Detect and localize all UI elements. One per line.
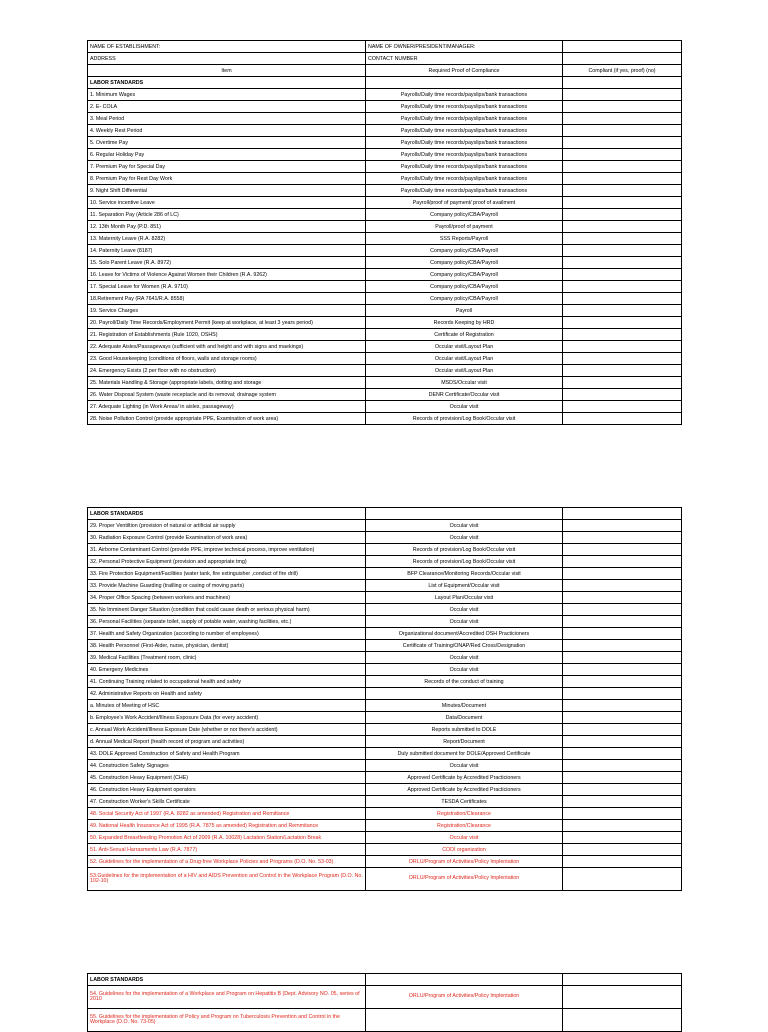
compliance-table-page-1 — [87, 40, 682, 425]
table-row — [88, 580, 682, 592]
proof-cell: Records of provision/Log Book/Occular visit — [366, 413, 563, 425]
proof-cell: MSDS/Occular visit — [366, 377, 563, 389]
proof-cell: Occular visit — [366, 520, 563, 532]
item-cell: 43. DOLE Approved Construction of Safety and Health Program — [88, 748, 366, 760]
proof-cell: Certificate of Registration — [366, 329, 563, 341]
compliant-cell[interactable] — [563, 233, 682, 245]
proof-cell: Occular visit — [366, 604, 563, 616]
table-row — [88, 245, 682, 257]
compliant-cell[interactable] — [563, 724, 682, 736]
item-cell: 31. Airborne Contaminant Control (provide PPE, improve technical process, improve ventilation) — [88, 544, 366, 556]
proof-cell: Reports submitted to DOLE — [366, 724, 563, 736]
header-row-address — [88, 53, 682, 65]
proof-cell — [366, 1009, 563, 1032]
table-row — [88, 532, 682, 544]
proof-cell: Occular visit — [366, 832, 563, 844]
compliant-cell[interactable] — [563, 616, 682, 628]
proof-cell: Certificate of Training/ONAP/Red Cross/Designation — [366, 640, 563, 652]
compliant-cell[interactable] — [563, 329, 682, 341]
table-row — [88, 101, 682, 113]
item-cell: 38. Health Personnel (First-Aider, nurse, physician, dentist) — [88, 640, 366, 652]
item-cell: 42. Administrative Reports on Health and safety — [88, 688, 366, 700]
compliant-cell[interactable] — [563, 281, 682, 293]
table-row — [88, 161, 682, 173]
proof-cell: Company policy/CBA/Payroll — [366, 293, 563, 305]
table-row — [88, 209, 682, 221]
proof-cell: Payrolls/Daily time records/payslips/bank transactions — [366, 125, 563, 137]
compliant-cell[interactable] — [563, 137, 682, 149]
proof-cell: Occular visit — [366, 532, 563, 544]
compliant-cell[interactable] — [563, 389, 682, 401]
address-label: ADDRESS — [88, 53, 366, 65]
compliant-cell[interactable] — [563, 209, 682, 221]
compliant-cell[interactable] — [563, 736, 682, 748]
proof-cell: Registration/Clearance — [366, 820, 563, 832]
item-cell: 34. Proper Office Spacing (between workers and machines) — [88, 592, 366, 604]
table-row — [88, 820, 682, 832]
compliant-cell[interactable] — [563, 353, 682, 365]
proof-cell — [366, 688, 563, 700]
table-row — [88, 712, 682, 724]
item-cell: 44. Construction Safety Signages — [88, 760, 366, 772]
table-row — [88, 137, 682, 149]
table-row — [88, 197, 682, 209]
proof-cell: Occular visit/Layout Plan — [366, 365, 563, 377]
item-cell: 26. Water Disposal System (waste receptacle and its removal; drainage system — [88, 389, 366, 401]
empty-cell — [366, 77, 563, 89]
table-row — [88, 341, 682, 353]
proof-cell: Payrolls/Daily time records/payslips/bank transactions — [366, 137, 563, 149]
compliant-cell[interactable] — [563, 688, 682, 700]
proof-cell: ORLU/Program of Activities/Policy Implentation — [366, 868, 563, 891]
item-cell: 8. Premium Pay for Rest Day Work — [88, 173, 366, 185]
item-cell: 23. Good Housekeeping (conditions of floors, walls and storage rooms) — [88, 353, 366, 365]
proof-cell: Payrolls/Daily time records/payslips/bank transactions — [366, 89, 563, 101]
item-cell: d. Annual Medical Report (health record of program and activities) — [88, 736, 366, 748]
item-cell: 51. Anti-Sexual Harrasments Law (R.A. 7877) — [88, 844, 366, 856]
item-cell: 37. Health and Safety Organization (according to number of employees) — [88, 628, 366, 640]
table-row — [88, 748, 682, 760]
item-cell: 48. Social Security Act of 1997 (R.A. 8282 as amended) Registration and Remittance — [88, 808, 366, 820]
compliant-cell[interactable] — [563, 592, 682, 604]
item-cell: 45. Construction Heavy Equipment (CHE) — [88, 772, 366, 784]
compliant-cell[interactable] — [563, 101, 682, 113]
item-cell: 28. Noise Pollution Control (provide appropriate PPE, Examination of work area) — [88, 413, 366, 425]
table-row — [88, 796, 682, 808]
table-row — [88, 389, 682, 401]
table-row — [88, 592, 682, 604]
column-header-row — [88, 65, 682, 77]
item-cell: 36. Personal Facilities (separate toilet, supply of potable water, washing facilities, etc.) — [88, 616, 366, 628]
table-row — [88, 221, 682, 233]
item-cell: 27. Adequate Lighting (in Work Areas/ in aisles, passageway) — [88, 401, 366, 413]
compliant-cell[interactable] — [563, 604, 682, 616]
proof-cell: Approved Certificate by Accredited Practicioners — [366, 784, 563, 796]
table-row — [88, 413, 682, 425]
table-row — [88, 868, 682, 891]
compliant-cell[interactable] — [563, 161, 682, 173]
item-cell: 41. Continuing Training related to occupational health and safety — [88, 676, 366, 688]
table-row — [88, 844, 682, 856]
compliant-cell[interactable] — [563, 125, 682, 137]
empty-cell — [366, 508, 563, 520]
table-row — [88, 652, 682, 664]
item-cell: 18.Retirement Pay (RA 7641/R.A. 8558) — [88, 293, 366, 305]
compliant-cell[interactable] — [563, 628, 682, 640]
empty-cell — [563, 508, 682, 520]
proof-cell: Organizational document/Accredited OSH Practicioners — [366, 628, 563, 640]
compliant-cell[interactable] — [563, 784, 682, 796]
compliant-cell[interactable] — [563, 365, 682, 377]
compliant-cell[interactable] — [563, 748, 682, 760]
table-row — [88, 544, 682, 556]
item-cell: 29. Proper Ventiltion (provision of natural or artificial air supply — [88, 520, 366, 532]
item-cell: 12. 13th Month Pay (P.D. 851) — [88, 221, 366, 233]
item-cell: 14. Paternity Leave (8187) — [88, 245, 366, 257]
table-row — [88, 604, 682, 616]
section-title: LABOR STANDARDS — [88, 508, 366, 520]
table-row — [88, 628, 682, 640]
compliant-cell[interactable] — [563, 856, 682, 868]
item-cell: c. Annual Work Accident/Illness Exposure Date (whether or nor there's accident) — [88, 724, 366, 736]
item-cell: 5. Overtime Pay — [88, 137, 366, 149]
owner-label: NAME OF OWNER/PRESIDENT/MANAGER: — [366, 41, 563, 53]
compliance-table-page-2 — [87, 507, 682, 891]
item-cell: b. Employee's Work Accident/Illness Exposure Data (for every accident) — [88, 712, 366, 724]
compliant-cell[interactable] — [563, 401, 682, 413]
compliant-cell[interactable] — [563, 305, 682, 317]
proof-cell: List of Equipment/Occular visit — [366, 580, 563, 592]
proof-cell: Records of provision/Log Book/Occular visit — [366, 544, 563, 556]
table-row — [88, 185, 682, 197]
proof-cell: DENR Certificate/Occular visit — [366, 389, 563, 401]
compliance-table-page-3 — [87, 973, 682, 1032]
table-row — [88, 317, 682, 329]
item-cell: 52. Guidelines for the implementation of a Drug-free Workplace Policies and Programs (D.O. No. 53-03) — [88, 856, 366, 868]
item-cell: 55. Guidelines for the implementation of Policy and Program on Tuberculosis Prevention and Control in the Workplace (D.O. No. 73-05) — [88, 1009, 366, 1032]
proof-cell: Payrolls/Daily time records/payslips/bank transactions — [366, 161, 563, 173]
table-row — [88, 700, 682, 712]
item-cell: 6. Regular Holiday Pay — [88, 149, 366, 161]
item-cell: 21. Registration of Establishments (Rule 1020, OSHS) — [88, 329, 366, 341]
empty-cell — [366, 974, 563, 986]
item-cell: 46. Construction Heavy Equipment operators — [88, 784, 366, 796]
proof-cell: ORLU/Program of Activities/Policy Implentation — [366, 856, 563, 868]
compliant-cell[interactable] — [563, 986, 682, 1009]
proof-cell: Payrolls/Daily time records/payslips/bank transactions — [366, 173, 563, 185]
item-cell: 17. Special Leave for Women (R.A. 9710) — [88, 281, 366, 293]
item-cell: 7. Premium Pay for Special Day — [88, 161, 366, 173]
table-row — [88, 856, 682, 868]
proof-cell: Occular visit — [366, 664, 563, 676]
col-proof-header: Required Proof of Compliance — [366, 65, 563, 77]
compliant-cell[interactable] — [563, 700, 682, 712]
proof-cell: Payrolls/Daily time records/payslips/bank transactions — [366, 113, 563, 125]
item-cell: 30. Radiation Exposure Control (provide Examination of work area) — [88, 532, 366, 544]
compliant-cell[interactable] — [563, 293, 682, 305]
item-cell: 9. Night Shift Differential — [88, 185, 366, 197]
compliant-cell[interactable] — [563, 640, 682, 652]
table-row — [88, 1009, 682, 1032]
compliant-cell[interactable] — [563, 568, 682, 580]
proof-cell: Occular visit — [366, 652, 563, 664]
contact-value-cell[interactable] — [563, 53, 682, 65]
item-cell: 20. Payroll/Daily Time Records/Employment Permit (keep at workplace, at least 3 years period) — [88, 317, 366, 329]
proof-cell: Occular visit — [366, 401, 563, 413]
compliant-cell[interactable] — [563, 1009, 682, 1032]
compliant-cell[interactable] — [563, 772, 682, 784]
proof-cell: Company policy/CBA/Payroll — [366, 281, 563, 293]
compliant-cell[interactable] — [563, 89, 682, 101]
table-row — [88, 784, 682, 796]
compliant-cell[interactable] — [563, 245, 682, 257]
proof-cell: Company policy/CBA/Payroll — [366, 269, 563, 281]
page-3 — [87, 973, 681, 1032]
proof-cell: SSS Reports/Payroll — [366, 233, 563, 245]
item-cell: 53.Guidelines for the implementation of a HIV and AIDS Prevention and Control in the Workplace Program (D.O. No. 102-10) — [88, 868, 366, 891]
table-row — [88, 986, 682, 1009]
item-cell: 33. Fire Protection Equipment/Facilities (water tank, fire extinguisher ,conduct of fire drill) — [88, 568, 366, 580]
table-row — [88, 89, 682, 101]
table-row — [88, 329, 682, 341]
section-row — [88, 974, 682, 986]
proof-cell: Registration/Clearance — [366, 808, 563, 820]
item-cell: 40. Emergeny Medicines — [88, 664, 366, 676]
item-cell: 4. Weekly Rest Period — [88, 125, 366, 137]
proof-cell: Payrolls/Daily time records/payslips/bank transactions — [366, 101, 563, 113]
table-row — [88, 293, 682, 305]
compliant-cell[interactable] — [563, 868, 682, 891]
establishment-label: NAME OF ESTABLISHMENT: — [88, 41, 366, 53]
compliant-cell[interactable] — [563, 221, 682, 233]
compliant-cell[interactable] — [563, 820, 682, 832]
compliant-cell[interactable] — [563, 580, 682, 592]
compliant-cell[interactable] — [563, 269, 682, 281]
section-row — [88, 77, 682, 89]
proof-cell: Payroll — [366, 305, 563, 317]
table-row — [88, 233, 682, 245]
compliant-cell[interactable] — [563, 808, 682, 820]
proof-cell: Company policy/CBA/Payroll — [366, 257, 563, 269]
item-cell: a. Minutes of Meeting of HSC — [88, 700, 366, 712]
item-cell: 13. Maternity Leave (R.A. 8282) — [88, 233, 366, 245]
item-cell: 39. Medical Facilities (Treatment room, clinic) — [88, 652, 366, 664]
proof-cell: Occular visit/Layout Plan — [366, 353, 563, 365]
section-title: LABOR STANDARDS — [88, 974, 366, 986]
table-row — [88, 125, 682, 137]
item-cell: 50. Expanded Breastfeeding Promotion Act of 2009 (R.A. 10028) Lactation Station/Lactation Break — [88, 832, 366, 844]
item-cell: 47. Construction Worker's Skills Certificate — [88, 796, 366, 808]
table-row — [88, 149, 682, 161]
item-cell: 33. Provide Machine Guarding (trailling or casing of moving parts) — [88, 580, 366, 592]
item-cell: 16. Leave for Victims of Violence Against Women their Children (R.A. 9262) — [88, 269, 366, 281]
table-row — [88, 664, 682, 676]
proof-cell: TESDA Certificates — [366, 796, 563, 808]
item-cell: 10. Service incentive Leave — [88, 197, 366, 209]
compliant-cell[interactable] — [563, 796, 682, 808]
table-row — [88, 305, 682, 317]
compliant-cell[interactable] — [563, 520, 682, 532]
compliant-cell[interactable] — [563, 377, 682, 389]
compliant-cell[interactable] — [563, 652, 682, 664]
compliant-cell[interactable] — [563, 185, 682, 197]
proof-cell: Data/Document — [366, 712, 563, 724]
col-item-header: Item — [88, 65, 366, 77]
proof-cell: Report/Document — [366, 736, 563, 748]
item-cell: 2. E- COLA — [88, 101, 366, 113]
compliant-cell[interactable] — [563, 341, 682, 353]
table-row — [88, 808, 682, 820]
table-row — [88, 760, 682, 772]
proof-cell: Payroll/proof of payment — [366, 221, 563, 233]
proof-cell: Approved Certificate by Accredited Practicioners — [366, 772, 563, 784]
compliant-cell[interactable] — [563, 664, 682, 676]
proof-cell: Occular visit — [366, 760, 563, 772]
table-row — [88, 520, 682, 532]
compliant-cell[interactable] — [563, 676, 682, 688]
proof-cell: Payroll/proof of payment/ proof of availment — [366, 197, 563, 209]
table-row — [88, 377, 682, 389]
proof-cell: Layout Plan/Occular visit — [366, 592, 563, 604]
compliant-cell[interactable] — [563, 556, 682, 568]
table-row — [88, 281, 682, 293]
table-row — [88, 724, 682, 736]
proof-cell: ORLU/Program of Activities/Policy Implentation — [366, 986, 563, 1009]
item-cell: 22. Adequate Aisles/Passageways (sufficient with and height and with signs and maekings) — [88, 341, 366, 353]
item-cell: 11. Separation Pay (Article 286 of LC) — [88, 209, 366, 221]
contact-label: CONTACT NUMBER — [366, 53, 563, 65]
proof-cell: BFP Clearance/Monitoring Records/Occular visit — [366, 568, 563, 580]
proof-cell: Company policy/CBA/Payroll — [366, 209, 563, 221]
compliant-cell[interactable] — [563, 544, 682, 556]
compliant-cell[interactable] — [563, 532, 682, 544]
table-row — [88, 113, 682, 125]
table-row — [88, 772, 682, 784]
col-compliant-header: Compliant (if yes, proof) (no) — [563, 65, 682, 77]
table-row — [88, 401, 682, 413]
item-cell: 19. Service Charges — [88, 305, 366, 317]
table-row — [88, 688, 682, 700]
page-2 — [87, 507, 681, 891]
proof-cell: Duly submitted document for DOLE/Approved Certificate — [366, 748, 563, 760]
table-row — [88, 736, 682, 748]
compliant-cell[interactable] — [563, 712, 682, 724]
compliant-cell[interactable] — [563, 844, 682, 856]
proof-cell: Records of the conduct of training — [366, 676, 563, 688]
page-1 — [87, 40, 681, 425]
table-row — [88, 616, 682, 628]
table-row — [88, 568, 682, 580]
proof-cell: Minutes/Document — [366, 700, 563, 712]
compliant-cell[interactable] — [563, 173, 682, 185]
table-row — [88, 832, 682, 844]
item-cell: 49. National Health Insurance Act of 1995 (R.A. 7875 as amended) Registration and Remmitance — [88, 820, 366, 832]
proof-cell: Payrolls/Daily time records/payslips/bank transactions — [366, 185, 563, 197]
item-cell: 32. Personal Protective Equipment (provision and appropriate tmg) — [88, 556, 366, 568]
compliant-cell[interactable] — [563, 413, 682, 425]
section-title: LABOR STANDARDS — [88, 77, 366, 89]
compliant-cell[interactable] — [563, 317, 682, 329]
item-cell: 15. Solo Parent Leave (R.A. 8972) — [88, 257, 366, 269]
compliant-cell[interactable] — [563, 257, 682, 269]
item-cell: 54. Guidelines for the implementation of a Workplace and Program on Hepatitis B (Dept. Advisory NO. 05, series of 2010 — [88, 986, 366, 1009]
table-row — [88, 676, 682, 688]
table-row — [88, 353, 682, 365]
proof-cell: Records Keeping by HRD — [366, 317, 563, 329]
owner-value-cell[interactable] — [563, 41, 682, 53]
table-row — [88, 365, 682, 377]
compliant-cell[interactable] — [563, 832, 682, 844]
empty-cell — [563, 974, 682, 986]
item-cell: 3. Meal Period — [88, 113, 366, 125]
header-row-name — [88, 41, 682, 53]
proof-cell: Company policy/CBA/Payroll — [366, 245, 563, 257]
item-cell: 25. Materials Handling & Storage (appropriate labels, dotting and storage — [88, 377, 366, 389]
proof-cell: Payrolls/Daily time records/payslips/bank transactions — [366, 149, 563, 161]
section-row — [88, 508, 682, 520]
item-cell: 35. No Imminent Danger Situation (condition that could cause death or serious physical harm) — [88, 604, 366, 616]
table-row — [88, 556, 682, 568]
table-row — [88, 640, 682, 652]
compliant-cell[interactable] — [563, 760, 682, 772]
empty-cell — [563, 77, 682, 89]
table-row — [88, 257, 682, 269]
proof-cell: CODI organization — [366, 844, 563, 856]
compliant-cell[interactable] — [563, 149, 682, 161]
compliant-cell[interactable] — [563, 113, 682, 125]
proof-cell: Records of provision/Log Book/Occular visit — [366, 556, 563, 568]
compliant-cell[interactable] — [563, 197, 682, 209]
table-row — [88, 269, 682, 281]
item-cell: 24. Emergency Exists (2 per floor with no obstruction) — [88, 365, 366, 377]
item-cell: 1. Minimum Wages — [88, 89, 366, 101]
proof-cell: Occular visit/Layout Plan — [366, 341, 563, 353]
table-row — [88, 173, 682, 185]
proof-cell: Occular visit — [366, 616, 563, 628]
